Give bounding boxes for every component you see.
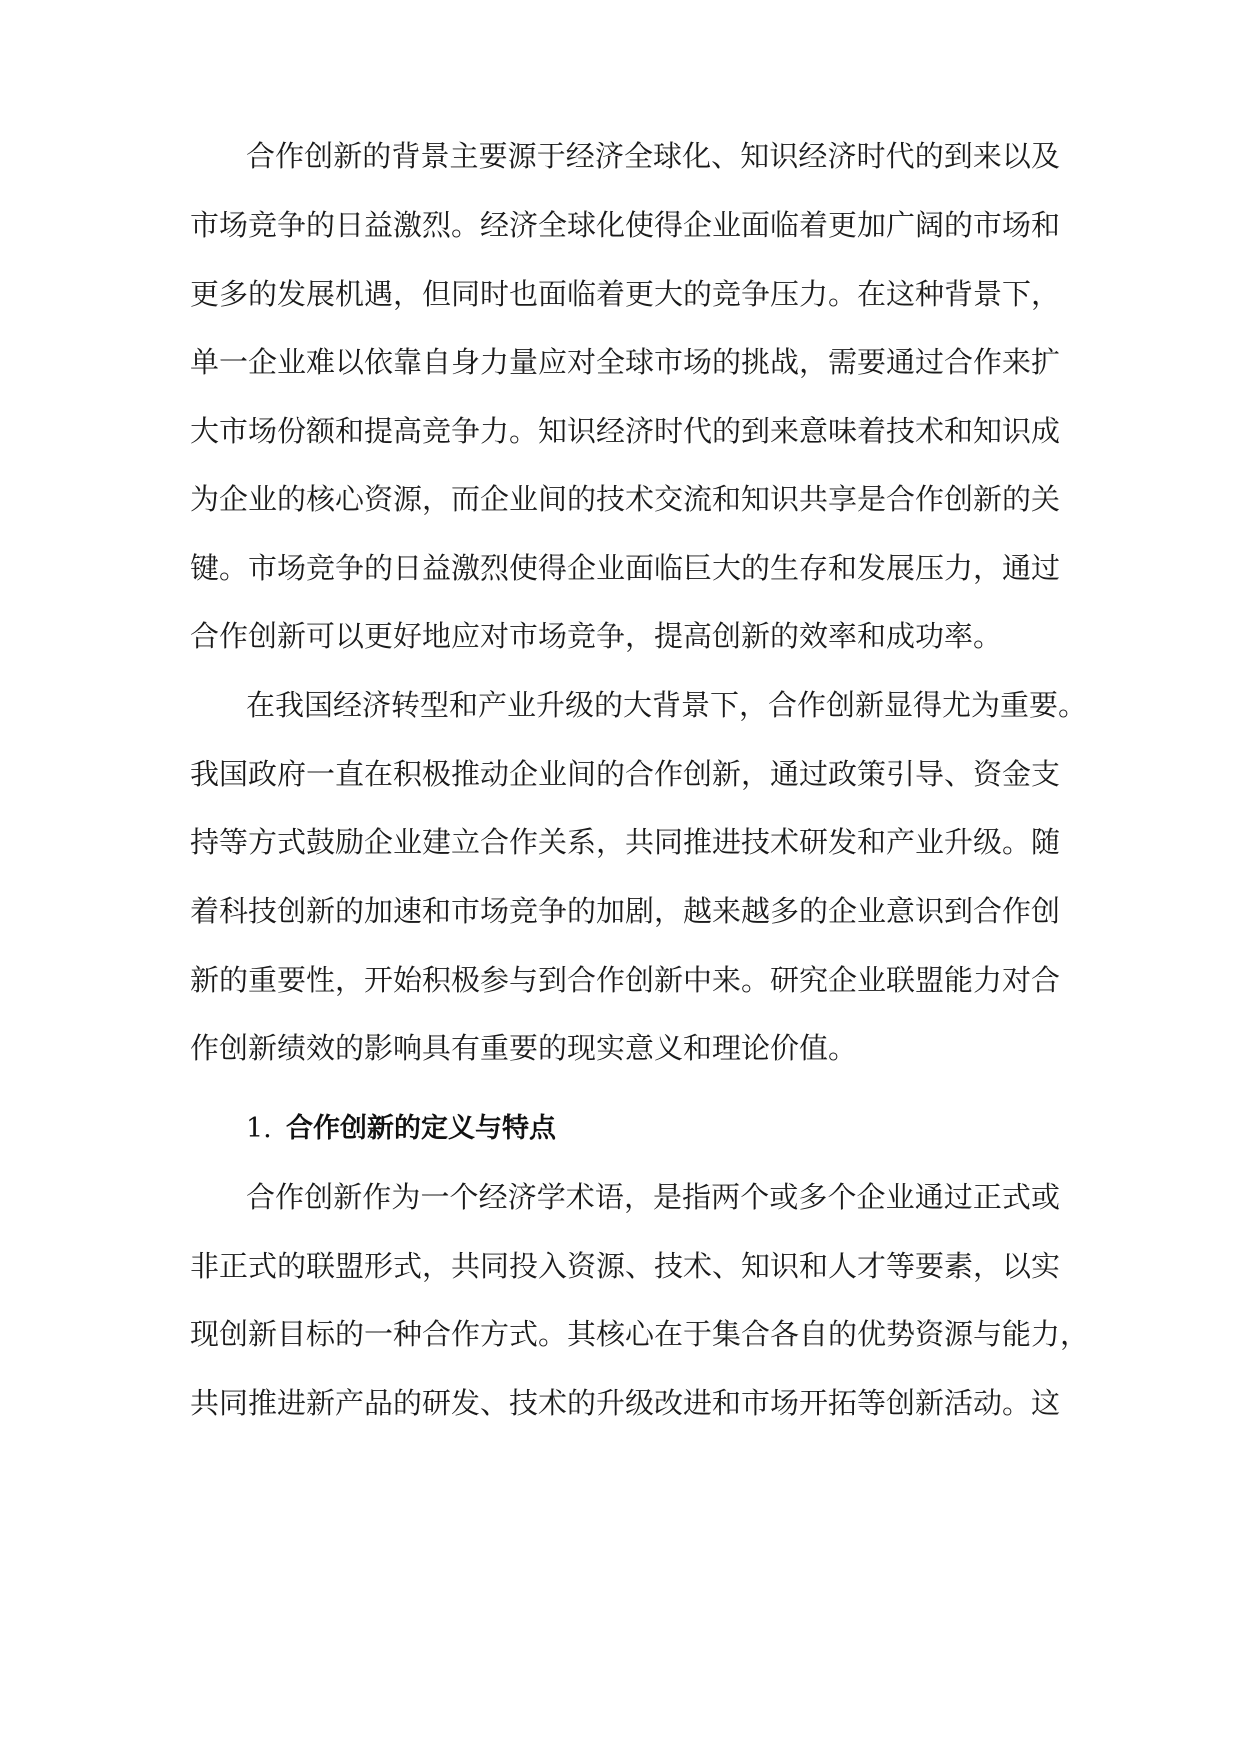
- paragraph-line: 大市场份额和提高竞争力。知识经济时代的到来意味着技术和知识成: [190, 414, 1061, 448]
- section-title: 合作创新的定义与特点: [286, 1113, 556, 1144]
- paragraph-line: 现创新目标的一种合作方式。其核心在于集合各自的优势资源与能力，: [190, 1317, 1090, 1351]
- paragraph-line: 在我国经济转型和产业升级的大背景下，合作创新显得尤为重要。: [246, 688, 1088, 722]
- paragraph-line: 着科技创新的加速和市场竞争的加剧，越来越多的企业意识到合作创: [190, 894, 1061, 928]
- paragraph-line: 键。市场竞争的日益激烈使得企业面临巨大的生存和发展压力，通过: [190, 551, 1061, 585]
- paragraph-line: 市场竞争的日益激烈。经济全球化使得企业面临着更加广阔的市场和: [190, 208, 1061, 242]
- paragraph-line: 单一企业难以依靠自身力量应对全球市场的挑战，需要通过合作来扩: [190, 345, 1061, 379]
- paragraph-line: 合作创新可以更好地应对市场竞争，提高创新的效率和成功率。: [190, 619, 1003, 653]
- section-number: 1.: [246, 1113, 272, 1144]
- paragraph-line: 我国政府一直在积极推动企业间的合作创新，通过政策引导、资金支: [190, 757, 1061, 791]
- paragraph-line: 更多的发展机遇，但同时也面临着更大的竞争压力。在这种背景下，: [190, 277, 1061, 311]
- paragraph-line: 非正式的联盟形式，共同投入资源、技术、知识和人才等要素，以实: [190, 1249, 1061, 1283]
- section-heading: [246, 1105, 556, 1153]
- paragraph-line: 新的重要性，开始积极参与到合作创新中来。研究企业联盟能力对合: [190, 963, 1061, 997]
- paragraph-line: 共同推进新产品的研发、技术的升级改进和市场开拓等创新活动。这: [190, 1386, 1061, 1420]
- paragraph-line: 合作创新作为一个经济学术语，是指两个或多个企业通过正式或: [246, 1180, 1060, 1214]
- paragraph-line: 持等方式鼓励企业建立合作关系，共同推进技术研发和产业升级。随: [190, 825, 1061, 859]
- paragraph-line: 作创新绩效的影响具有重要的现实意义和理论价值。: [190, 1031, 858, 1065]
- paragraph-line: 合作创新的背景主要源于经济全球化、知识经济时代的到来以及: [246, 139, 1060, 173]
- paragraph-line: 为企业的核心资源，而企业间的技术交流和知识共享是合作创新的关: [190, 482, 1061, 516]
